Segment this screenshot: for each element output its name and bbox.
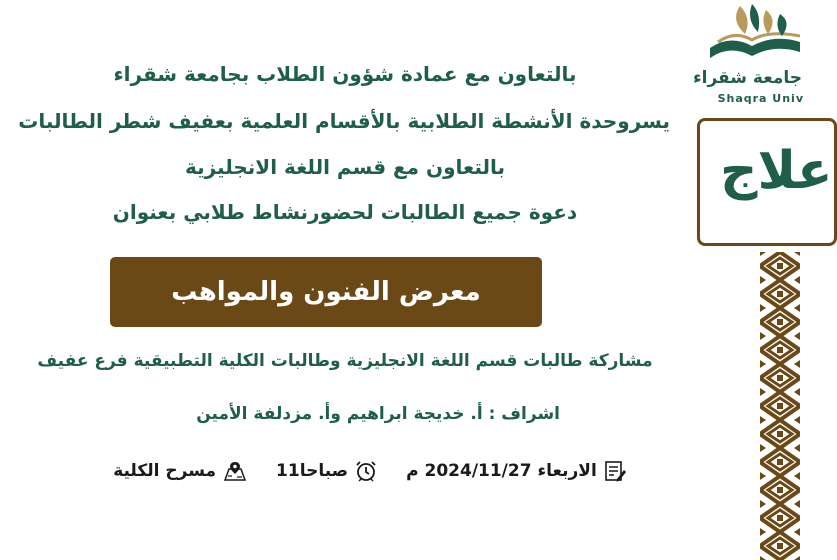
event-location xyxy=(113,460,248,482)
event-time xyxy=(276,459,378,483)
event-title: معرض الفنون والمواهب xyxy=(171,277,481,307)
logo-english-name: Shaqra Univ xyxy=(717,92,804,105)
event-date xyxy=(406,459,627,483)
event-title-banner xyxy=(110,257,542,327)
location-text: مسرح الكلية xyxy=(113,461,217,481)
supervision-text: اشراف : أ. خديجة ابراهيم وأ. مزدلفة الأمين xyxy=(196,404,560,424)
organizer-line: يسروحدة الأنشطة الطلابية بالأقسام العلمية بعفيف شطر الطالبات xyxy=(18,109,670,133)
department-line: بالتعاون مع قسم اللغة الانجليزية xyxy=(184,155,506,179)
side-framed-box xyxy=(697,118,837,246)
cooperation-line: بالتعاون مع عمادة شؤون الطلاب بجامعة شقراء xyxy=(113,62,577,86)
invitation-line: دعوة جميع الطالبات لحضورنشاط طلابي بعنوان xyxy=(112,200,578,224)
calendar-pen-icon xyxy=(603,459,627,483)
event-details-row xyxy=(95,456,645,486)
book-leaves-logo-icon xyxy=(690,0,800,70)
time-text: 11صباحا xyxy=(276,461,349,481)
university-logo xyxy=(690,0,804,110)
decorative-pattern-strip xyxy=(760,252,800,560)
map-pin-icon xyxy=(222,460,248,482)
date-text: الاربعاء 2024/11/27 م xyxy=(406,461,597,481)
logo-arabic-name: جامعة شقراء xyxy=(692,68,802,88)
participation-text: مشاركة طالبات قسم اللغة الانجليزية وطالبات الكلية التطبيقية فرع عفيف xyxy=(37,351,653,371)
side-box-text: علاج xyxy=(720,141,833,201)
alarm-clock-icon xyxy=(354,459,378,483)
